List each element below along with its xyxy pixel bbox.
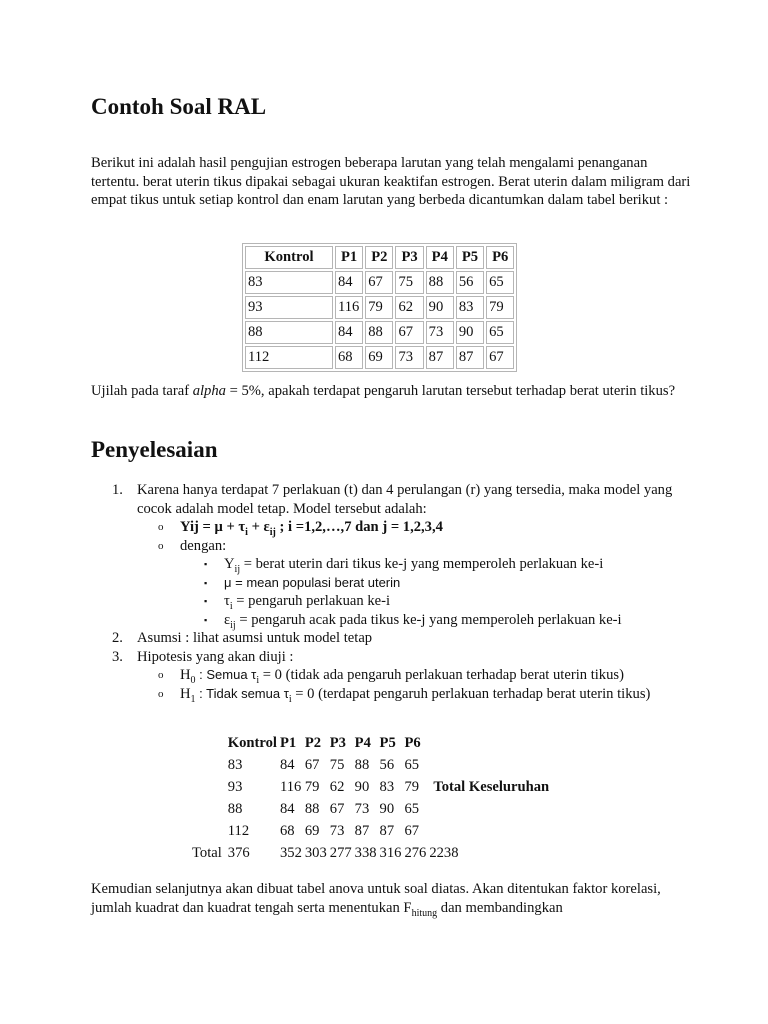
hypothesis-label: H	[180, 685, 191, 702]
table-cell: 83	[379, 778, 395, 795]
solution-steps	[91, 481, 691, 703]
page-title: Contoh Soal RAL	[91, 94, 267, 119]
table-cell: 88	[304, 800, 320, 817]
table-cell: 83	[245, 271, 333, 294]
step-item	[91, 481, 691, 518]
table-cell: 68	[279, 822, 295, 839]
total-label: Total	[192, 844, 222, 861]
table-cell: 84	[279, 756, 295, 773]
table-cell: 83	[456, 296, 484, 319]
dengan-label: dengan:	[180, 537, 227, 554]
table-cell: 67	[404, 822, 420, 839]
table-row	[192, 798, 552, 820]
formula-part: Yij = μ + τ	[180, 519, 246, 535]
table-cell: 73	[354, 800, 370, 817]
total-cell: 303	[304, 844, 327, 861]
table-cell: 73	[426, 321, 454, 344]
definition-item	[91, 555, 691, 574]
row-label	[192, 820, 228, 842]
formula-subscript: ij	[269, 526, 276, 538]
table-cell: 116	[279, 778, 302, 795]
definition-subscript: i	[229, 600, 233, 612]
table-cell: 87	[456, 346, 484, 369]
definition-text: = berat uterin dari tikus ke-j yang memperoleh perlakuan ke-i	[240, 556, 604, 572]
dengan-item	[91, 537, 691, 556]
table-cell: 88	[365, 321, 393, 344]
table-cell: 69	[304, 822, 320, 839]
table-cell: 88	[426, 271, 454, 294]
table-cell: 67	[329, 800, 345, 817]
square-bullet-icon: ▪	[204, 596, 208, 606]
hypothesis-label: H	[180, 667, 191, 683]
hypothesis-subscript: i	[288, 693, 292, 705]
definition-text: = pengaruh acak pada tikus ke-j yang memperoleh perlakuan ke-i	[235, 611, 622, 628]
row-label	[192, 732, 228, 754]
square-bullet-icon: ▪	[204, 559, 208, 569]
table-cell: 93	[227, 778, 243, 795]
formula-part: + ε	[247, 519, 270, 535]
table-cell: 69	[365, 346, 393, 369]
column-header: P1	[279, 734, 297, 751]
column-header: P4	[426, 246, 454, 269]
question-text-end: = 5%, apakah terdapat pengaruh larutan tersebut terhadap berat uterin tikus?	[225, 383, 676, 399]
circle-bullet-icon: o	[158, 521, 164, 533]
table-cell: 87	[354, 822, 370, 839]
table-cell: 87	[426, 346, 454, 369]
table-cell: 62	[329, 778, 345, 795]
table-cell: 79	[486, 296, 514, 319]
column-header: P5	[379, 734, 396, 751]
definition-item	[91, 611, 691, 630]
column-header: P3	[395, 246, 423, 269]
table-header-row	[192, 732, 552, 754]
table-cell: 73	[395, 346, 423, 369]
hypothesis-lead: : Tidak semua τ	[195, 685, 289, 701]
grand-total-label: Total Keseluruhan	[433, 778, 550, 795]
table-cell: 84	[279, 800, 295, 817]
circle-bullet-icon: o	[158, 687, 164, 700]
table-cell: 88	[354, 756, 370, 773]
table-cell: 90	[354, 778, 370, 795]
table-cell: 56	[456, 271, 484, 294]
model-formula	[180, 519, 443, 538]
definition-item	[91, 574, 691, 593]
table-cell: 79	[404, 778, 420, 795]
column-header: P4	[354, 734, 371, 751]
formula-part: ; i =1,2,…,7 dan j = 1,2,3,4	[275, 519, 443, 535]
table-cell: 67	[395, 321, 423, 344]
table-cell	[429, 820, 552, 842]
column-header: P3	[329, 734, 346, 751]
table-cell: 88	[227, 800, 243, 817]
hypothesis-item	[91, 666, 691, 685]
intro-paragraph: Berikut ini adalah hasil pengujian estrogen beberapa larutan yang telah mengalami penanganan tertentu. berat uterin tikus dipakai sebagai ukuran keaktifan estrogen. Berat uterin dalam miligram dari empat tikus untuk setiap kontrol dan enam larutan yang berbeda dicantumkan dalam tabel berikut :	[91, 155, 691, 208]
table-cell: 116	[335, 296, 363, 319]
table-cell: 84	[335, 321, 363, 344]
table-cell: 75	[329, 756, 345, 773]
table-cell: 88	[245, 321, 333, 344]
hypothesis-lead: : Semua τ	[195, 667, 257, 682]
table-cell: 90	[379, 800, 395, 817]
column-header: P5	[456, 246, 484, 269]
square-bullet-icon: ▪	[204, 577, 208, 588]
table-cell: 68	[335, 346, 363, 369]
table-cell: 93	[245, 296, 333, 319]
column-header: P1	[335, 246, 363, 269]
table-cell: 90	[426, 296, 454, 319]
table-header-row	[245, 246, 514, 269]
row-label	[192, 776, 228, 798]
column-header: P2	[365, 246, 393, 269]
table-cell: 65	[404, 756, 420, 773]
table-row	[245, 346, 514, 369]
definition-text: = mean populasi berat uterin	[231, 574, 401, 590]
table-row	[245, 271, 514, 294]
table-cell: 83	[227, 756, 243, 773]
step-text: Asumsi : lihat asumsi untuk model tetap	[137, 630, 373, 646]
definition-subscript: ij	[230, 619, 236, 631]
table-row	[192, 820, 552, 842]
definition-symbol: ε	[224, 611, 231, 628]
closing-text-end: dan membandingkan	[437, 899, 563, 916]
table-cell: 67	[486, 346, 514, 369]
square-bullet-icon: ▪	[204, 614, 208, 625]
table-cell: 84	[335, 271, 363, 294]
step-number: 2.	[112, 630, 123, 646]
table-cell: 112	[227, 822, 250, 839]
hypothesis-text: = 0 (tidak ada pengaruh perlakuan terhadap berat uterin tikus)	[259, 667, 624, 683]
alpha-term: alpha	[192, 383, 226, 399]
step-number: 3.	[112, 648, 123, 665]
circle-bullet-icon: o	[158, 539, 164, 552]
formula-subscript: i	[245, 526, 248, 538]
closing-subscript: hitung	[411, 907, 438, 919]
step-text: Karena hanya terdapat 7 perlakuan (t) dan 4 perulangan (r) yang tersedia, maka model yang cocok adalah model tetap. Model tersebut adalah:	[137, 482, 673, 517]
table-cell	[429, 798, 552, 820]
solution-heading: Penyelesaian	[91, 437, 218, 462]
hypothesis-item	[91, 685, 691, 704]
definition-symbol: Y	[224, 556, 235, 572]
total-cell: 276	[404, 844, 427, 861]
column-header: Kontrol	[245, 246, 333, 269]
step-item	[91, 648, 691, 667]
table-cell: 79	[304, 778, 320, 795]
hypothesis-subscript: 1	[190, 693, 196, 705]
model-formula-item	[91, 518, 691, 537]
definition-text: = pengaruh perlakuan ke-i	[232, 593, 391, 609]
table-cell: 65	[486, 321, 514, 344]
table-cell: 79	[365, 296, 393, 319]
definition-symbol: τ	[224, 593, 230, 609]
step-number: 1.	[112, 482, 123, 498]
total-cell: 352	[279, 844, 302, 861]
grand-total-value: 2238	[429, 844, 459, 861]
totals-table	[192, 732, 552, 864]
table-row	[245, 296, 514, 319]
table-row	[192, 754, 552, 776]
total-cell: 277	[329, 844, 352, 861]
hypothesis-subscript: i	[256, 674, 260, 686]
table-cell: 65	[486, 271, 514, 294]
definition-symbol: μ	[224, 574, 232, 590]
definition-subscript: ij	[234, 563, 241, 575]
table-cell: 67	[365, 271, 393, 294]
closing-text: Kemudian selanjutnya akan dibuat tabel anova untuk soal diatas. Akan ditentukan faktor korelasi, jumlah kuadrat dan kuadrat tengah serta menentukan F	[91, 881, 661, 916]
definition-item	[91, 592, 691, 611]
table-cell: 112	[245, 346, 333, 369]
total-cell: 338	[354, 844, 377, 861]
step-text: Hipotesis yang akan diuji :	[137, 648, 294, 665]
closing-paragraph	[91, 880, 691, 917]
table-cell: 90	[456, 321, 484, 344]
hypothesis-subscript: 0	[190, 674, 196, 686]
table-cell: 67	[304, 756, 320, 773]
question-text-start: Ujilah pada taraf	[91, 383, 193, 399]
table-row	[245, 321, 514, 344]
total-row	[192, 842, 552, 864]
total-cell: 376	[227, 844, 250, 861]
table-cell: 75	[395, 271, 423, 294]
column-header: P6	[486, 246, 514, 269]
column-header: Kontrol	[227, 734, 277, 751]
data-table	[242, 243, 517, 372]
table-cell: 73	[329, 822, 345, 839]
column-header: P6	[404, 734, 421, 751]
table-cell: 87	[379, 822, 395, 839]
question-paragraph	[91, 382, 691, 401]
table-row	[192, 776, 552, 798]
column-header: P2	[304, 734, 322, 751]
step-item	[91, 629, 691, 648]
table-cell	[429, 732, 552, 754]
total-cell: 316	[379, 844, 402, 861]
row-label	[192, 798, 228, 820]
row-label	[192, 754, 228, 776]
hypothesis-text: = 0 (terdapat pengaruh perlakuan terhadap berat uterin tikus)	[291, 685, 651, 702]
circle-bullet-icon: o	[158, 669, 164, 681]
table-cell: 62	[395, 296, 423, 319]
table-cell: 65	[404, 800, 420, 817]
table-cell: 56	[379, 756, 395, 773]
table-cell	[429, 754, 552, 776]
